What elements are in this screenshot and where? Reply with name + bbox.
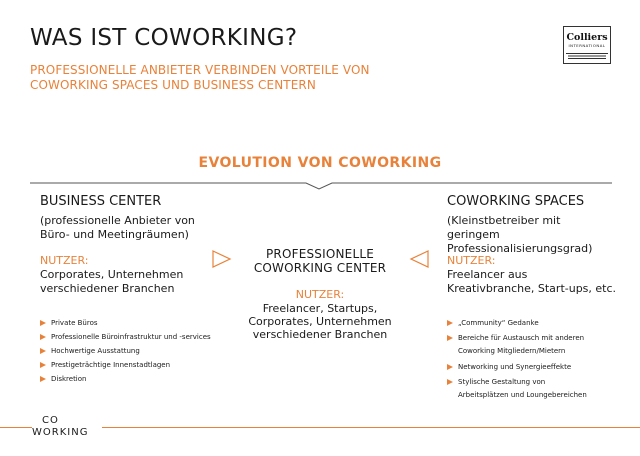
list-item: Diskretion <box>40 375 230 383</box>
colliers-logo <box>563 26 611 64</box>
logo-stripes <box>568 53 606 60</box>
right-outline-triangle-icon <box>212 250 232 268</box>
page-title: WAS IST COWORKING? <box>30 25 298 51</box>
list-item: Bereiche für Austausch mit anderen Coworking Mitgliedern/Mietern <box>447 332 597 358</box>
section-title: EVOLUTION VON COWORKING <box>198 155 442 171</box>
business-center-title: BUSINESS CENTER <box>40 194 162 209</box>
list-item: Hochwertige Ausstattung <box>40 347 230 355</box>
coworking-spaces-bullets <box>447 319 597 407</box>
coworking-center-users: Freelancer, Startups, Corporates, Unternehmen verschiedener Branchen <box>248 302 392 341</box>
orange-triangle-bullet-icon <box>447 364 453 370</box>
list-item: Prestigeträchtige Innenstadtlagen <box>40 361 230 369</box>
orange-triangle-bullet-icon <box>447 379 453 385</box>
orange-triangle-bullet-icon <box>40 348 46 354</box>
orange-triangle-bullet-icon <box>447 335 453 341</box>
logo-sub: INTERNATIONAL <box>568 43 606 48</box>
coworking-center-user-heading: NUTZER: <box>295 288 345 301</box>
orange-triangle-bullet-icon <box>40 320 46 326</box>
coworking-spaces-desc: (Kleinstbetreiber mit geringem Professionalisierungsgrad) <box>447 214 593 255</box>
coworking-logo-bottom: WORKING <box>32 427 89 438</box>
orange-triangle-bullet-icon <box>447 320 453 326</box>
list-item: Professionelle Büroinfrastruktur und -services <box>40 333 230 341</box>
divider-line-notch <box>30 176 612 190</box>
page-subtitle: PROFESSIONELLE ANBIETER VERBINDEN VORTEILE VON COWORKING SPACES UND BUSINESS CENTERN <box>30 63 370 92</box>
list-item: Networking und Synergieeffekte <box>447 363 597 371</box>
business-center-user-heading: NUTZER: <box>40 254 89 267</box>
business-center-bullets <box>40 319 230 389</box>
business-center-users: Corporates, Unternehmen verschiedener Branchen <box>40 268 184 295</box>
orange-triangle-bullet-icon <box>40 376 46 382</box>
list-item: Stylische Gestaltung von Arbeitsplätzen und Loungebereichen <box>447 376 597 402</box>
orange-triangle-bullet-icon <box>40 362 46 368</box>
left-outline-triangle-icon <box>409 250 429 268</box>
orange-triangle-bullet-icon <box>40 334 46 340</box>
coworking-logo <box>32 415 102 443</box>
coworking-logo-top: CO <box>42 415 59 426</box>
coworking-center-title: PROFESSIONELLE COWORKING CENTER <box>253 247 387 275</box>
logo-name: Colliers <box>566 32 608 43</box>
list-item: „Community“ Gedanke <box>447 319 597 327</box>
coworking-spaces-users: Freelancer aus Kreativbranche, Start-ups, etc. <box>447 268 617 295</box>
list-item: Private Büros <box>40 319 230 327</box>
business-center-desc: (professionelle Anbieter von Büro- und Meetingräumen) <box>40 214 195 241</box>
coworking-spaces-title: COWORKING SPACES <box>447 194 585 209</box>
coworking-spaces-user-heading: NUTZER: <box>447 254 496 267</box>
